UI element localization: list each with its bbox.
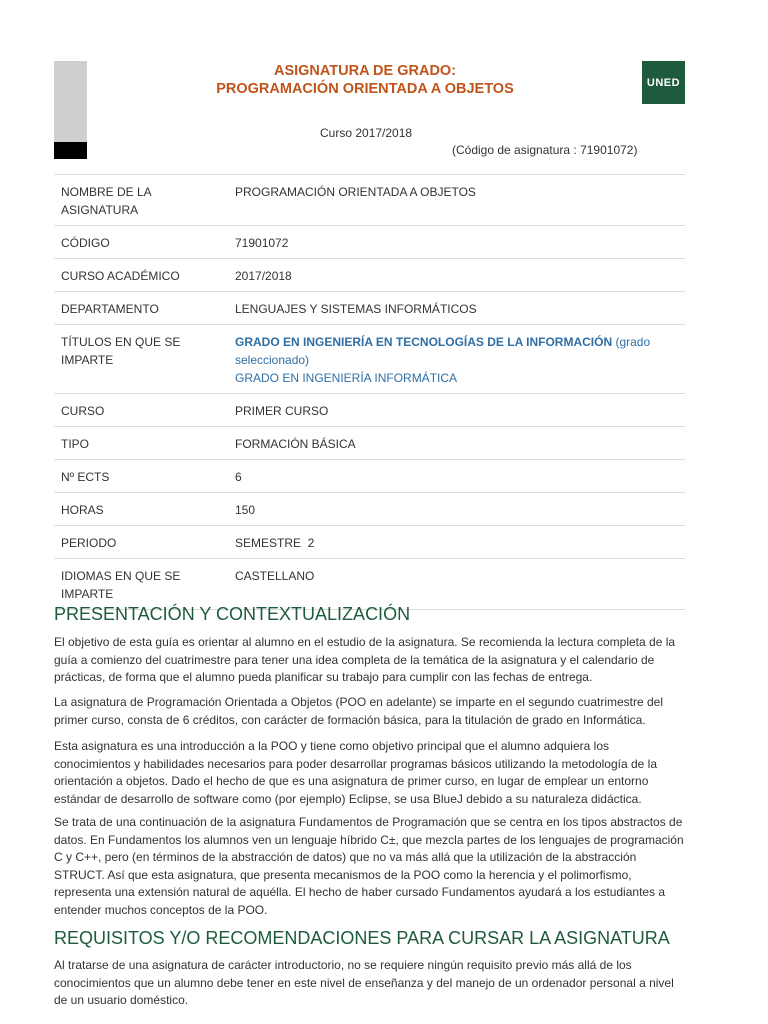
degree-link-selected-title[interactable]: GRADO EN INGENIERÍA EN TECNOLOGÍAS DE LA INFORMACIÓN: [235, 335, 613, 349]
row-value: 2017/2018: [228, 259, 685, 292]
row-key: HORAS: [54, 493, 228, 526]
course-title-line2: PROGRAMACIÓN ORIENTADA A OBJETOS: [216, 81, 514, 97]
row-value: PROGRAMACIÓN ORIENTADA A OBJETOS: [228, 175, 685, 226]
paragraph: Al tratarse de una asignatura de carácter introductorio, no se requiere ningún requisito previo más allá de los conocimientos que un alumno debe tener en este nivel de enseñanza y del manejo de un ordenador personal a nivel de un usuario doméstico.: [54, 958, 674, 1007]
table-row: [54, 394, 685, 427]
row-key: TÍTULOS EN QUE SE IMPARTE: [54, 325, 228, 394]
row-key: PERIODO: [54, 526, 228, 559]
section-heading-requisitos: REQUISITOS Y/O RECOMENDACIONES PARA CURSAR LA ASIGNATURA: [54, 928, 670, 948]
section-heading-presentacion: PRESENTACIÓN Y CONTEXTUALIZACIÓN: [54, 604, 411, 624]
row-value: CASTELLANO: [228, 559, 685, 610]
subject-code: (Código de asignatura : 71901072): [452, 143, 638, 157]
table-row: [54, 175, 685, 226]
degree-link-selected-note[interactable]: (grado seleccionado): [235, 335, 651, 367]
row-key: IDIOMAS EN QUE SE IMPARTE: [54, 559, 228, 610]
subject-info-table: [54, 174, 685, 610]
academic-year: Curso 2017/2018: [320, 126, 413, 140]
row-value: SEMESTRE 2: [228, 526, 685, 559]
row-key: TIPO: [54, 427, 228, 460]
table-row: [54, 526, 685, 559]
table-row: [54, 259, 685, 292]
degree-link-informatica[interactable]: GRADO EN INGENIERÍA INFORMÁTICA: [235, 371, 458, 385]
row-value: 150: [228, 493, 685, 526]
course-title-line1: ASIGNATURA DE GRADO:: [273, 63, 457, 79]
row-value: LENGUAJES Y SISTEMAS INFORMÁTICOS: [228, 292, 685, 325]
table-row: [54, 460, 685, 493]
paragraph: Se trata de una continuación de la asignatura Fundamentos de Programación que se centra en los tipos abstractos de datos. En Fundamentos los alumnos ven un lenguaje híbrido C±, que mezcla partes de los lenguajes de programación C y C++, pero (en términos de la abstracción de datos) que no va más allá que la utilización de la abstracción STRUCT. Así que esta asignatura, que presenta mecanismos de la POO como la herencia y el polimorfismo, representa una extensión natural de aquélla. El hecho de haber cursado Fundamentos ayudará a los estudiantes a entender muchos conceptos de la POO.: [54, 815, 684, 917]
row-value: [228, 325, 685, 394]
table-row: [54, 226, 685, 259]
degree-link-selected[interactable]: [235, 335, 650, 367]
table-row: [54, 292, 685, 325]
row-value: FORMACIÓN BÁSICA: [228, 427, 685, 460]
paragraph: Esta asignatura es una introducción a la POO y tiene como objetivo principal que el alumno adquiera los conocimientos y habilidades necesarios para poder desarrollar programas básicos utilizando la metodología de la orientación a objetos. Dado el hecho de que es una asignatura de primer curso, en lugar de emplear un entorno estándar de desarrollo de software como (por ejemplo) Eclipse, se usa BlueJ debido a su naturaleza didáctica.: [54, 739, 658, 806]
table-row: [54, 427, 685, 460]
uned-logo: UNED: [642, 61, 685, 104]
paragraph: El objetivo de esta guía es orientar al alumno en el estudio de la asignatura. Se recomienda la lectura completa de la guía a comienzo del cuatrimestre para tener una idea completa de la temática de la asignatura y el calendario de prácticas, de forma que el alumno pueda planificar su trabajo para cumplir con las fechas de entrega.: [54, 635, 676, 684]
gray-side-block: [54, 61, 87, 142]
row-key: Nº ECTS: [54, 460, 228, 493]
row-key: CÓDIGO: [54, 226, 228, 259]
table-row: [54, 559, 685, 610]
table-row: [54, 325, 685, 394]
row-value: 71901072: [228, 226, 685, 259]
row-key: CURSO ACADÉMICO: [54, 259, 228, 292]
row-value: PRIMER CURSO: [228, 394, 685, 427]
row-value: 6: [228, 460, 685, 493]
row-key: NOMBRE DE LA ASIGNATURA: [54, 175, 228, 226]
table-row: [54, 493, 685, 526]
black-side-block: [54, 142, 87, 159]
row-key: CURSO: [54, 394, 228, 427]
row-key: DEPARTAMENTO: [54, 292, 228, 325]
paragraph: La asignatura de Programación Orientada a Objetos (POO en adelante) se imparte en el segundo cuatrimestre del primer curso, consta de 6 créditos, con carácter de formación básica, para la titulación de grado en Informática.: [54, 695, 664, 727]
